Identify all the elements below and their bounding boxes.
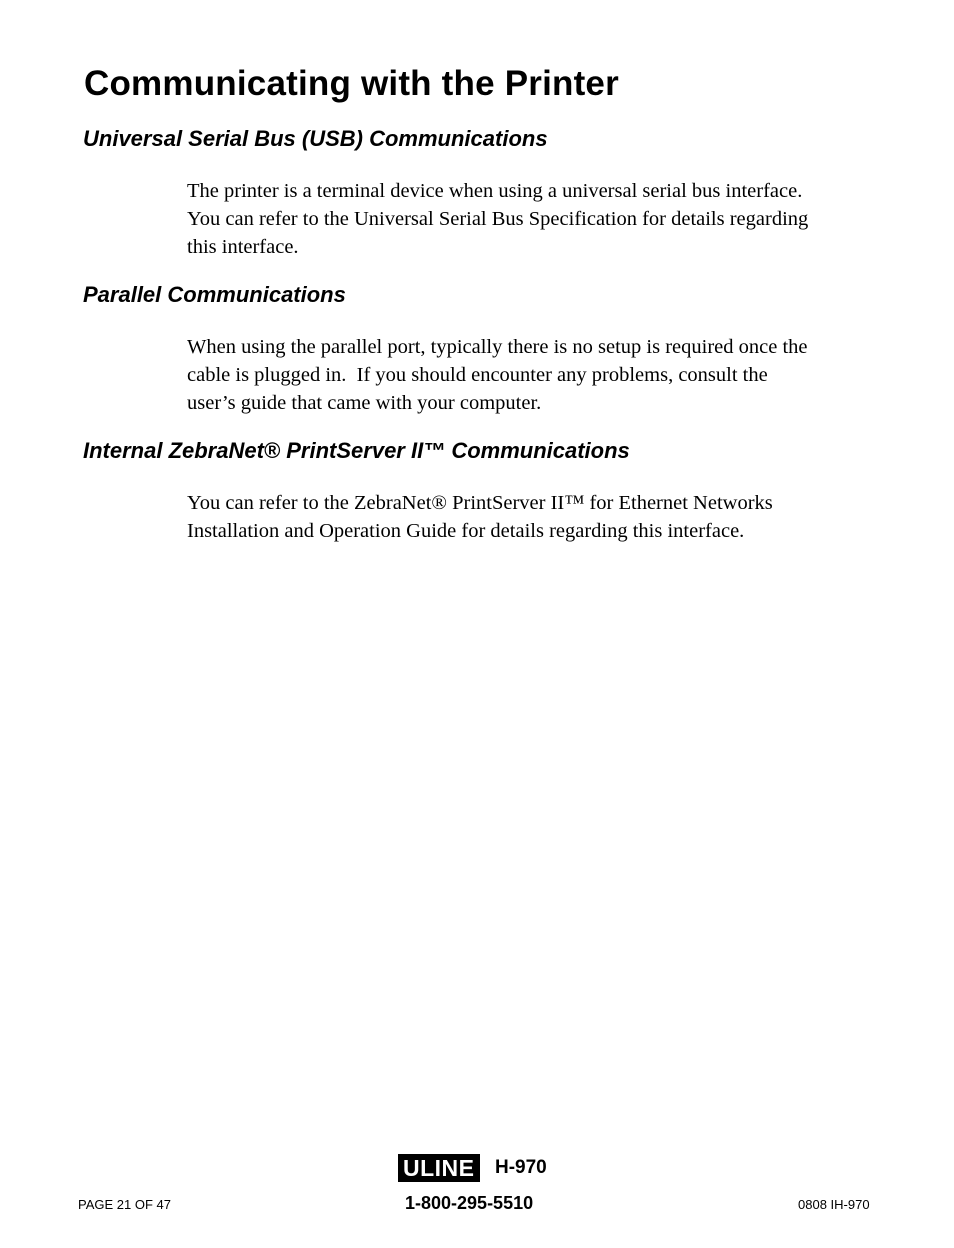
- section-heading-parallel: Parallel Communications: [83, 282, 346, 307]
- paragraph-parallel: [187, 333, 887, 417]
- text-line: user’s guide that came with your computer.: [187, 392, 542, 414]
- document-code: 0808 IH-970: [798, 1197, 870, 1212]
- paragraph-zebranet: [187, 489, 887, 545]
- text-line: Installation and Operation Guide for details regarding this interface.: [187, 520, 745, 542]
- model-number: H-970: [495, 1157, 547, 1178]
- text-line: You can refer to the Universal Serial Bus Specification for details regarding: [187, 208, 809, 230]
- text-line: The printer is a terminal device when using a universal serial bus interface.: [187, 180, 803, 202]
- uline-logo: ULINE: [398, 1154, 480, 1182]
- section-heading-zebranet: Internal ZebraNet® PrintServer II™ Communications: [83, 438, 630, 463]
- paragraph-usb: [187, 177, 887, 261]
- page-title: Communicating with the Printer: [84, 64, 619, 103]
- text-line: this interface.: [187, 236, 299, 258]
- text-line: cable is plugged in. If you should encounter any problems, consult the: [187, 364, 768, 386]
- section-heading-usb: Universal Serial Bus (USB) Communications: [83, 126, 548, 151]
- phone-number: 1-800-295-5510: [405, 1193, 534, 1213]
- page-number: PAGE 21 OF 47: [78, 1197, 171, 1212]
- text-line: You can refer to the ZebraNet® PrintServer II™ for Ethernet Networks: [187, 492, 773, 514]
- text-line: When using the parallel port, typically there is no setup is required once the: [187, 336, 808, 358]
